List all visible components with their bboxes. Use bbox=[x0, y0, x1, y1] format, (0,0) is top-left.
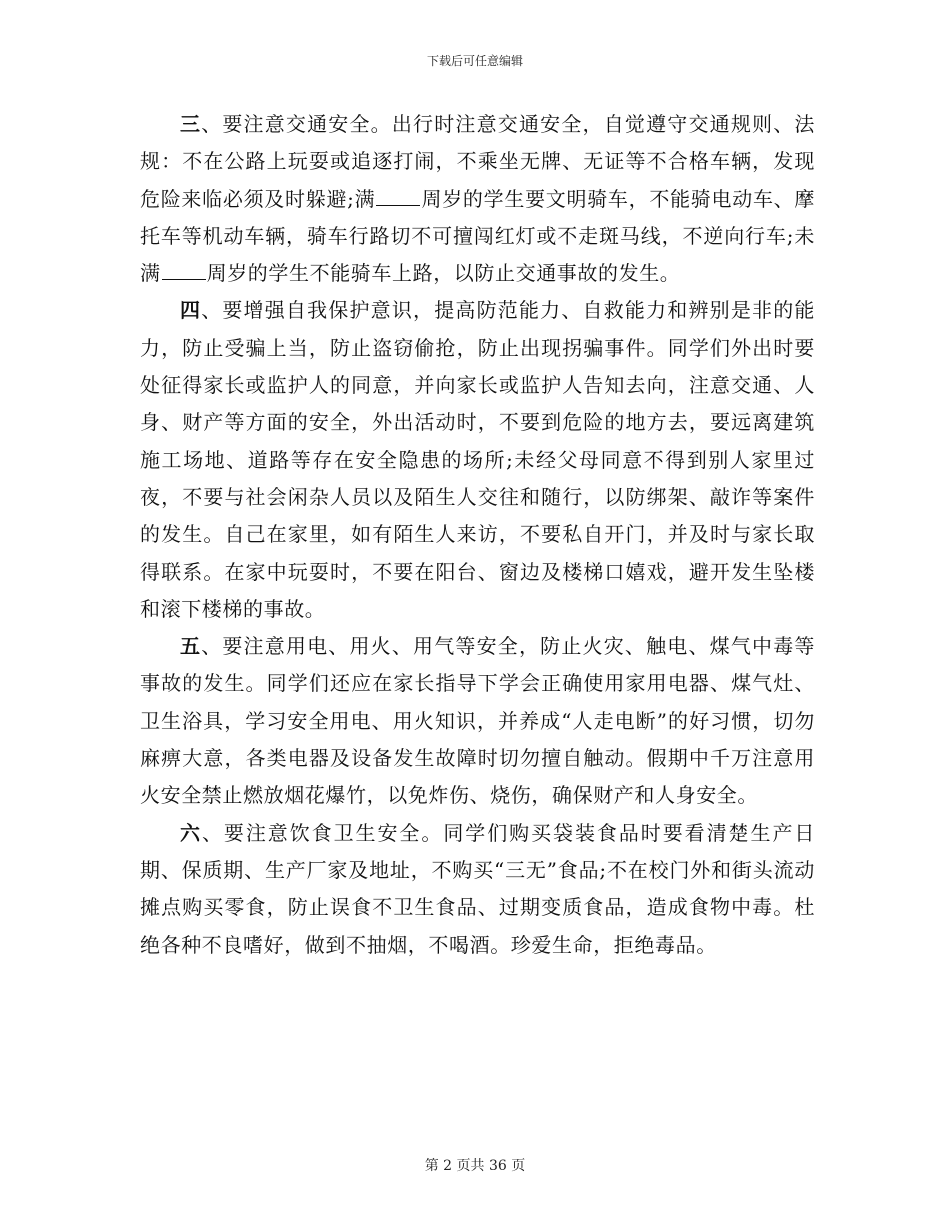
paragraph-electricity-fire-safety bbox=[140, 628, 815, 814]
fill-in-blank bbox=[162, 261, 206, 280]
paragraph-text: 周岁的学生要文明骑车，不能骑电动车、摩托车等机动车辆，骑车行路切不可擅闯红灯或不走斑马线，不逆向行车;未满 bbox=[140, 186, 815, 286]
paragraph-text: 、要注意饮食卫生安全。同学们购买袋装食品时要看清楚生产日期、保质期、生产厂家及地址，不购买“三无”食品;不在校门外和街头流动摊点购买零食，防止误食不卫生食品、过期变质食品，造成食物中毒。杜绝各种不良嗜好，做到不抽烟，不喝酒。珍爱生命，拒绝毒品。 bbox=[140, 820, 815, 957]
paragraph-number: 三 bbox=[180, 112, 202, 136]
page-number: 第 2 页共 36 页 bbox=[424, 1158, 526, 1174]
paragraph-text: 、要增强自我保护意识，提高防范能力、自救能力和辨别是非的能力，防止受骗上当，防止盗窃偷抢，防止出现拐骗事件。同学们外出时要处征得家长或监护人的同意，并向家长或监护人告知去向，注意交通、人身、财产等方面的安全，外出活动时，不要到危险的地方去，要远离建筑施工场地、道路等存在安全隐患的场所;未经父母同意不得到别人家里过夜，不要与社会闲杂人员以及陌生人交往和随行，以防绑架、敲诈等案件的发生。自己在家里，如有陌生人来访，不要私自开门，并及时与家长取得联系。在家中玩耍时，不要在阳台、窗边及楼梯口嬉戏，避开发生坠楼和滚下楼梯的事故。 bbox=[140, 298, 815, 621]
paragraph-food-safety bbox=[140, 815, 815, 964]
paragraph-number: 六 bbox=[180, 820, 202, 845]
paragraph-traffic-safety bbox=[140, 106, 815, 292]
paragraph-text: 周岁的学生不能骑车上路，以防止交通事故的发生。 bbox=[206, 261, 681, 286]
paragraph-number: 五 bbox=[180, 634, 202, 659]
paragraph-number: 四 bbox=[180, 298, 202, 323]
fill-in-blank bbox=[376, 187, 420, 206]
paragraph-text: 、要注意用电、用火、用气等安全，防止火灾、触电、煤气中毒等事故的发生。同学们还应在家长指导下学会正确使用家用电器、煤气灶、卫生浴具，学习安全用电、用火知识，并养成“人走电断”的好习惯，切勿麻痹大意，各类电器及设备发生故障时切勿擅自触动。假期中千万注意用火安全禁止燃放烟花爆竹，以免炸伤、烧伤，确保财产和人身安全。 bbox=[140, 634, 815, 808]
paragraph-text: 、要注意交通安全。出行时注意交通安全，自觉遵守交通规则、法规：不在公路上玩耍或追逐打闹，不乘坐无牌、无证等不合格车辆，发现危险来临必须及时躲避;满 bbox=[140, 112, 815, 211]
document-body bbox=[140, 106, 815, 964]
paragraph-self-protection bbox=[140, 292, 815, 628]
page-header: 下载后可任意编辑 bbox=[426, 54, 523, 68]
